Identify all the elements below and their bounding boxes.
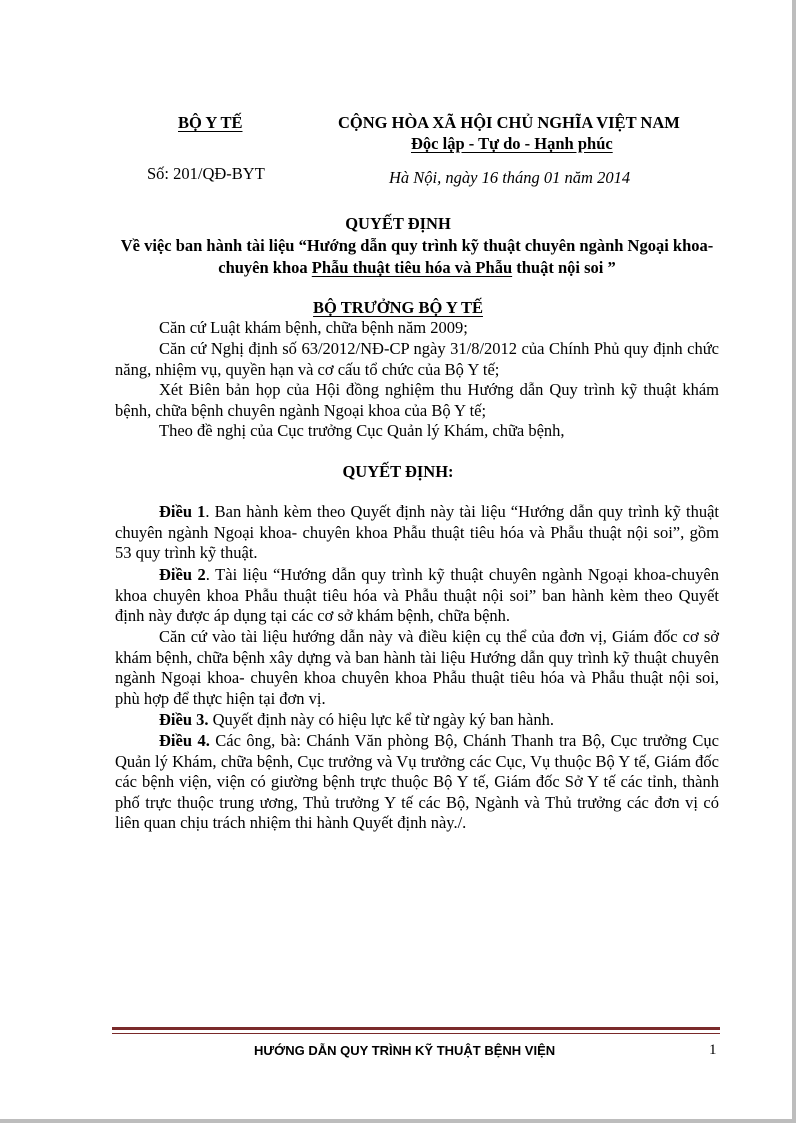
subject-text: Về việc ban hành tài liệu “Hướng dẫn quy trình kỹ thuật chuyên ngành Ngoại khoa- chuyên khoa (120, 236, 714, 277)
preamble-item: Theo đề nghị của Cục trưởng Cục Quản lý Khám, chữa bệnh, (159, 421, 565, 440)
national-motto: Độc lập - Tự do - Hạnh phúc (411, 134, 613, 153)
article-2 (115, 565, 719, 627)
page-number: 1 (709, 1042, 717, 1058)
decision-heading: QUYẾT ĐỊNH: (342, 462, 454, 481)
article-text: . Ban hành kèm theo Quyết định này tài liệu “Hướng dẫn quy trình kỹ thuật chuyên ngành Ngoại khoa- chuyên khoa Phẫu thuật tiêu hóa và Phẫu thuật nội soi”, gồm 53 quy trình kỹ thuật. (115, 502, 720, 562)
article-text: . Tài liệu “Hướng dẫn quy trình kỹ thuật chuyên ngành Ngoại khoa-chuyên khoa chuyên khoa Phẫu thuật tiêu hóa và Phẫu thuật nội soi” ban hành kèm theo Quyết định này được áp dụng tại các cơ sở khám bệnh, chữa bệnh. (115, 565, 720, 625)
subject-text-underlined: Phẫu thuật tiêu hóa và Phẫu (311, 258, 513, 277)
article-4 (115, 731, 719, 834)
subject-text: thuật nội soi ” (512, 258, 616, 277)
article-label: Điều 4. (159, 731, 210, 750)
footer-divider (112, 1027, 720, 1030)
article-text: Các ông, bà: Chánh Văn phòng Bộ, Chánh Thanh tra Bộ, Cục trưởng Cục Quản lý Khám, chữa bệnh, Cục trưởng và Vụ trưởng các Cục, Vụ thuộc Bộ Y tế, Giám đốc các bệnh viện, viện có giường bệnh trực thuộc Bộ Y tế, Giám đốc Sở Y tế các tỉnh, thành phố trực thuộc trung ương, Thủ trưởng Y tế các Bộ, Ngành và Thủ trưởng các đơn vị có liên quan chịu trách nhiệm thi hành Quyết định này./. (115, 731, 719, 832)
article-label: Điều 3. (159, 710, 209, 729)
document-subject (115, 235, 719, 279)
document-title: QUYẾT ĐỊNH (345, 214, 451, 233)
page-edge (792, 0, 796, 1123)
article-label: Điều 2 (159, 565, 206, 584)
article-2-extra: Căn cứ vào tài liệu hướng dẫn này và điều kiện cụ thể của đơn vị, Giám đốc cơ sở khám bệnh, chữa bệnh xây dựng và ban hành tài liệu Hướng dẫn quy trình kỹ thuật chuyên ngành Ngoại khoa- chuyên khoa chuyên khoa Phẫu thuật tiêu hóa và Phẫu thuật nội soi, phù hợp để thực hiện tại đơn vị. (115, 627, 719, 708)
preamble-item: Căn cứ Luật khám bệnh, chữa bệnh năm 2009; (159, 318, 468, 337)
article-3 (115, 710, 719, 731)
preamble-item: Căn cứ Nghị định số 63/2012/NĐ-CP ngày 31/8/2012 của Chính Phủ quy định chức năng, nhiệm vụ, quyền hạn và cơ cấu tổ chức của Bộ Y tế; (115, 339, 719, 379)
document-date: Hà Nội, ngày 16 tháng 01 năm 2014 (389, 168, 631, 187)
footer-divider (112, 1033, 720, 1034)
article-1 (115, 502, 719, 564)
page-edge (0, 1119, 796, 1123)
preamble-item: Xét Biên bản họp của Hội đồng nghiệm thu Hướng dẫn Quy trình kỹ thuật khám bệnh, chữa bệnh chuyên ngành Ngoại khoa của Bộ Y tế; (115, 380, 719, 420)
document-number: Số: 201/QĐ-BYT (147, 164, 265, 183)
footer-title: HƯỚNG DẪN QUY TRÌNH KỸ THUẬT BỆNH VIỆN (254, 1043, 556, 1058)
country-name: CỘNG HÒA XÃ HỘI CHỦ NGHĨA VIỆT NAM (338, 113, 680, 132)
ministry-name: BỘ Y TẾ (178, 113, 243, 132)
issuing-authority: BỘ TRƯỞNG BỘ Y TẾ (313, 298, 483, 317)
article-label: Điều 1 (159, 502, 206, 521)
article-text: Quyết định này có hiệu lực kể từ ngày ký ban hành. (208, 710, 555, 729)
